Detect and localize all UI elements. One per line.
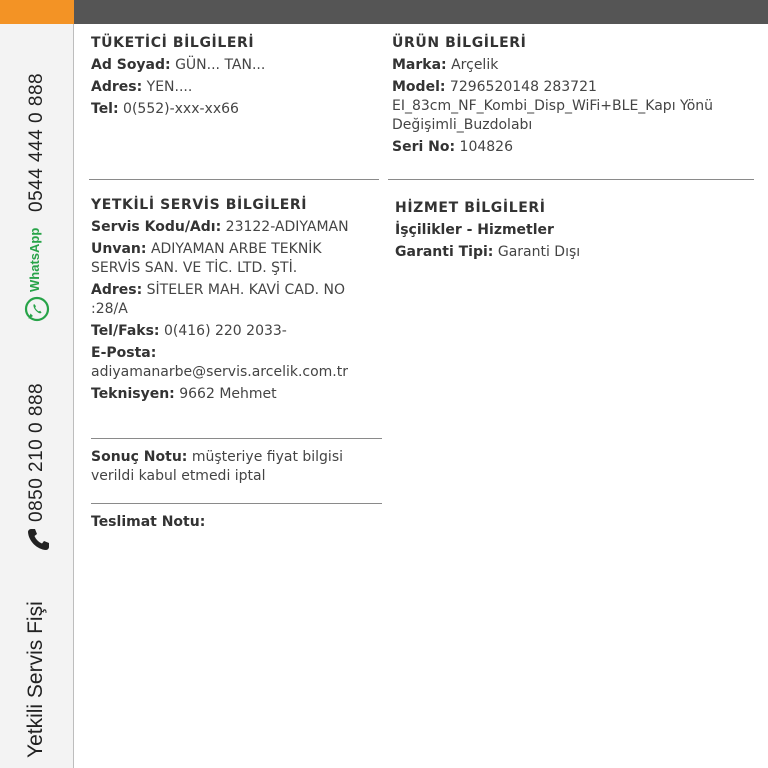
product-serial-label: Seri No: bbox=[392, 139, 456, 155]
product-brand-value: Arçelik bbox=[451, 57, 499, 73]
consumer-address-label: Adres: bbox=[91, 79, 143, 95]
consumer-tel-value: 0(552)-xxx-xx66 bbox=[123, 101, 239, 117]
service-address-row bbox=[91, 281, 383, 319]
delivery-note-label: Teslimat Notu: bbox=[91, 514, 206, 530]
consumer-name-value: GÜN... TAN... bbox=[175, 57, 266, 73]
result-note-label: Sonuç Notu: bbox=[91, 449, 188, 465]
service-unvan-label: Unvan: bbox=[91, 241, 147, 257]
divider-consumer bbox=[89, 179, 379, 180]
service-tech-value: 9662 Mehmet bbox=[179, 386, 277, 402]
document-title: Yetkili Servis Fişi bbox=[24, 601, 47, 758]
service-telfax-row bbox=[91, 322, 383, 341]
service-code-row bbox=[91, 218, 383, 237]
service-email-label: E-Posta: bbox=[91, 345, 157, 361]
top-bar bbox=[74, 0, 768, 24]
service-address-label: Adres: bbox=[91, 282, 143, 298]
service-tech-row bbox=[91, 385, 383, 404]
service-code-label: Servis Kodu/Adı: bbox=[91, 219, 222, 235]
product-model-label: Model: bbox=[392, 79, 446, 95]
hizmet-labor-row bbox=[395, 221, 755, 240]
whatsapp-icon bbox=[24, 296, 50, 322]
consumer-address-row bbox=[91, 78, 381, 97]
delivery-note-section bbox=[91, 513, 383, 532]
service-section bbox=[91, 196, 383, 407]
divider-product bbox=[388, 179, 754, 180]
product-brand-label: Marka: bbox=[392, 57, 447, 73]
product-section bbox=[392, 34, 762, 160]
service-tech-label: Teknisyen: bbox=[91, 386, 175, 402]
service-code-value: 23122-ADIYAMAN bbox=[225, 219, 349, 235]
accent-corner bbox=[0, 0, 74, 24]
service-email-row bbox=[91, 344, 383, 382]
consumer-title: TÜKETİCİ BİLGİLERİ bbox=[91, 35, 255, 51]
divider-result bbox=[91, 503, 382, 504]
consumer-name-label: Ad Soyad: bbox=[91, 57, 171, 73]
phone-handset-icon bbox=[26, 526, 52, 552]
product-model-value-2: EI_83cm_NF_Kombi_Disp_WiFi+BLE_Kapı Yönü bbox=[392, 98, 714, 114]
hizmet-section bbox=[395, 199, 755, 265]
hizmet-warranty-row bbox=[395, 243, 755, 262]
hizmet-labor-label: İşçilikler - Hizmetler bbox=[395, 222, 554, 238]
product-model-row bbox=[392, 78, 762, 135]
service-telfax-value: 0(416) 220 2033- bbox=[163, 323, 287, 339]
hizmet-title: HİZMET BİLGİLERİ bbox=[395, 200, 546, 216]
product-serial-row bbox=[392, 138, 762, 157]
whatsapp-label: WhatsApp bbox=[27, 227, 42, 292]
result-note-section bbox=[91, 448, 383, 486]
whatsapp-phone-number: 0544 444 0 888 bbox=[26, 72, 47, 212]
product-title: ÜRÜN BİLGİLERİ bbox=[392, 35, 527, 51]
divider-service bbox=[91, 438, 382, 439]
hizmet-warranty-value: Garanti Dışı bbox=[497, 244, 581, 260]
service-address-value-1: SİTELER MAH. KAVİ CAD. NO bbox=[146, 282, 346, 298]
consumer-section bbox=[91, 34, 381, 122]
result-note-value-2: verildi kabul etmedi iptal bbox=[91, 468, 266, 484]
service-telfax-label: Tel/Faks: bbox=[91, 323, 160, 339]
product-model-value-1: 7296520148 283721 bbox=[449, 79, 597, 95]
service-unvan-value-1: ADIYAMAN ARBE TEKNİK bbox=[150, 241, 322, 257]
service-address-value-2: :28/A bbox=[91, 301, 128, 317]
consumer-address-value: YEN.... bbox=[146, 79, 193, 95]
product-brand-row bbox=[392, 56, 762, 75]
product-serial-value: 104826 bbox=[459, 139, 513, 155]
consumer-name-row bbox=[91, 56, 381, 75]
service-email-value: adiyamanarbe@servis.arcelik.com.tr bbox=[91, 364, 348, 380]
product-model-value-3: Değişimli_Buzdolabı bbox=[392, 117, 533, 133]
service-phone-number: 0850 210 0 888 bbox=[26, 382, 47, 522]
consumer-tel-row bbox=[91, 100, 381, 119]
result-note-value-1: müşteriye fiyat bilgisi bbox=[191, 449, 344, 465]
consumer-tel-label: Tel: bbox=[91, 101, 119, 117]
service-title: YETKİLİ SERVİS BİLGİLERİ bbox=[91, 197, 308, 213]
service-unvan-value-2: SERVİS SAN. VE TİC. LTD. ŞTİ. bbox=[91, 260, 298, 276]
hizmet-warranty-label: Garanti Tipi: bbox=[395, 244, 494, 260]
service-unvan-row bbox=[91, 240, 383, 278]
